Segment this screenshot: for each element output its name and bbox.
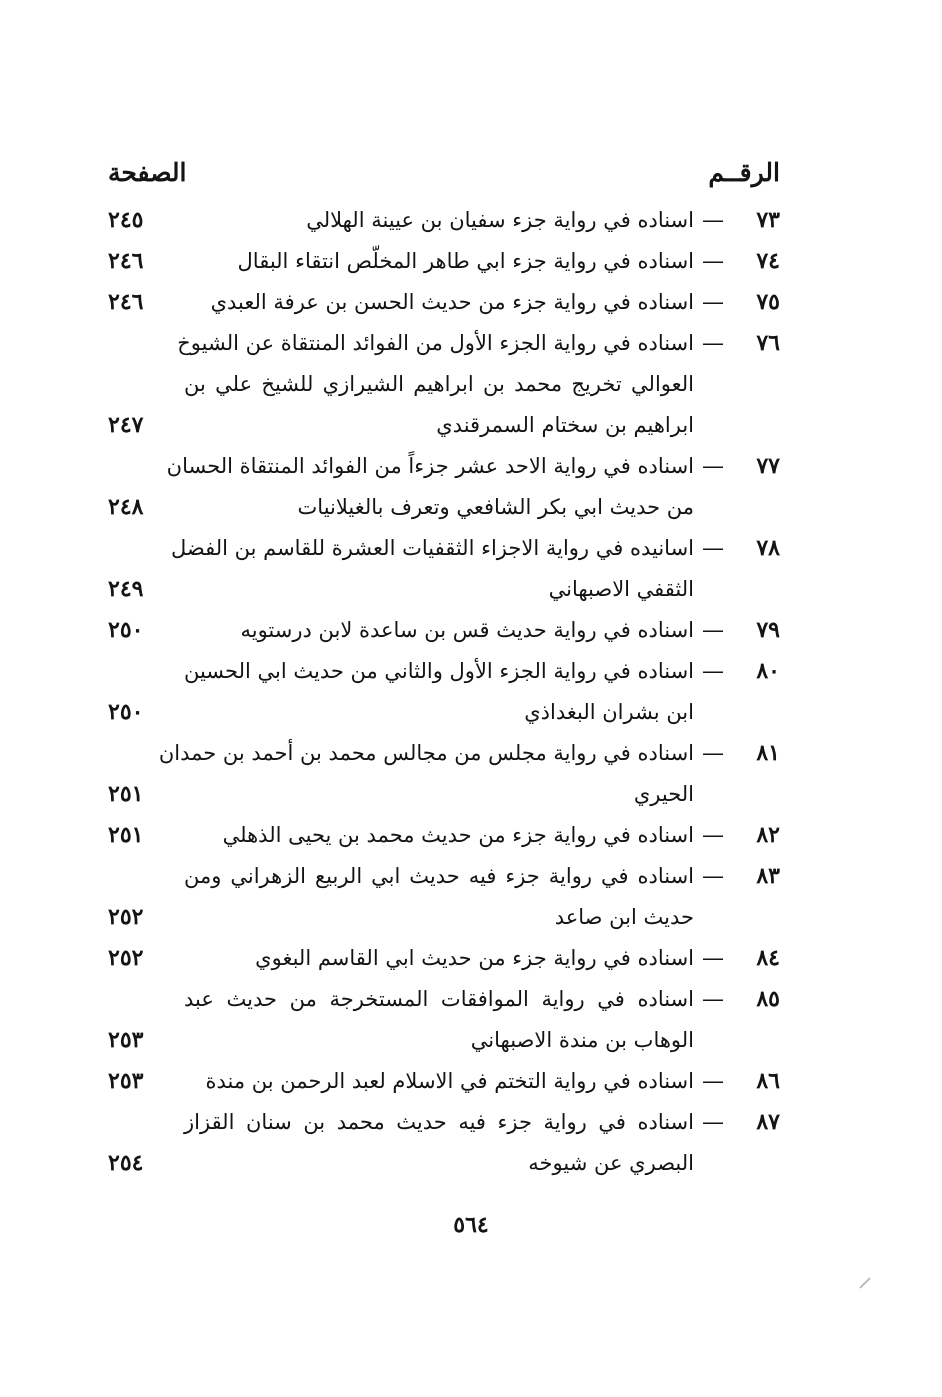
entry-dash: — (702, 946, 724, 971)
entry-title-line: اسناده في رواية مجلس من مجالس محمد بن أحمد بن حمدان (158, 741, 694, 765)
entry-title (166, 446, 694, 528)
pencil-mark (859, 1277, 870, 1288)
index-entry (108, 733, 780, 815)
entry-title (184, 241, 694, 282)
entry-page-number: ٢٥٠ (108, 617, 144, 643)
entry-page-number: ٢٥٣ (108, 1068, 144, 1094)
entry-title (158, 733, 694, 815)
entry-number: ٧٥ (756, 289, 780, 315)
entry-title-line: اسناده في رواية جزء سفيان بن عيينة الهلالي (306, 208, 694, 232)
entry-title-line: اسناده في رواية التختم في الاسلام لعبد الرحمن بن مندة (205, 1069, 694, 1093)
entry-page-number: ٢٤٥ (108, 207, 144, 233)
column-header (108, 158, 780, 198)
entry-title (184, 856, 694, 938)
entry-dash: — (702, 536, 724, 561)
entry-number: ٧٨ (756, 535, 780, 561)
index-entry (108, 241, 780, 282)
entry-number: ٧٩ (756, 617, 780, 643)
entry-dash: — (702, 741, 724, 766)
entry-title-line: اسناده في رواية حديث قس بن ساعدة لابن درستويه (240, 618, 694, 642)
entry-title (184, 979, 694, 1061)
index-entries (108, 200, 780, 1184)
entry-number: ٨٦ (756, 1068, 780, 1094)
entry-dash: — (702, 864, 724, 889)
index-entry (108, 651, 780, 733)
entry-title-line: اسناده في رواية الجزء الأول من الفوائد المنتقاة عن الشيوخ (177, 331, 694, 355)
entry-dash: — (702, 1069, 724, 1094)
entry-page-number: ٢٥٠ (108, 699, 144, 725)
entry-number: ٨١ (756, 740, 780, 766)
entry-title-line: اسناده في رواية جزء من حديث محمد بن يحيى الذهلي (222, 823, 694, 847)
entry-page-number: ٢٥٤ (108, 1150, 144, 1176)
entry-title-line: العوالي تخريج محمد بن ابراهيم الشيرازي للشيخ علي بن (184, 372, 694, 396)
entry-number: ٨٥ (756, 986, 780, 1012)
entry-dash: — (702, 618, 724, 643)
entry-title (184, 282, 694, 323)
index-entry (108, 610, 780, 651)
entry-title (184, 651, 694, 733)
index-entry (108, 446, 780, 528)
entry-number: ٧٧ (756, 453, 780, 479)
entry-page-number: ٢٥٢ (108, 904, 144, 930)
entry-number: ٨٧ (756, 1109, 780, 1135)
index-entry (108, 856, 780, 938)
entry-title (184, 1102, 694, 1184)
entry-number: ٧٦ (756, 330, 780, 356)
entry-page-number: ٢٥٣ (108, 1027, 144, 1053)
entry-title (184, 1061, 694, 1102)
entry-title-line: الحيري (633, 782, 694, 806)
entry-dash: — (702, 331, 724, 356)
index-entry (108, 938, 780, 979)
entry-number: ٨٤ (756, 945, 780, 971)
entry-title (177, 323, 694, 446)
entry-title-line: اسناده في رواية جزء فيه حديث محمد بن سنان القزاز (184, 1110, 694, 1134)
entry-number: ٨٣ (756, 863, 780, 889)
entry-title-line: ابراهيم بن سختام السمرقندي (436, 413, 694, 437)
entry-dash: — (702, 823, 724, 848)
entry-title-line: الثقفي الاصبهاني (548, 577, 694, 601)
page-number: ٥٦٤ (453, 1212, 489, 1238)
entry-page-number: ٢٥١ (108, 822, 144, 848)
entry-dash: — (702, 290, 724, 315)
page-column-label: الصفحة (108, 158, 187, 187)
entry-title (184, 815, 694, 856)
entry-dash: — (702, 659, 724, 684)
index-entry (108, 323, 780, 446)
entry-page-number: ٢٤٧ (108, 412, 144, 438)
index-entry (108, 815, 780, 856)
entry-title-line: اسناده في رواية جزء فيه حديث ابي الربيع الزهراني ومن (184, 864, 694, 888)
entry-page-number: ٢٤٨ (108, 494, 144, 520)
entry-title-line: اسناده في رواية الموافقات المستخرجة من حديث عبد (184, 987, 694, 1011)
entry-title-line: البصري عن شيوخه (528, 1151, 694, 1175)
entry-title-line: اسناده في رواية جزء ابي طاهر المخلّص انتقاء البقال (237, 249, 694, 273)
entry-page-number: ٢٤٩ (108, 576, 144, 602)
entry-number: ٨٠ (756, 658, 780, 684)
entry-title-line: اسناده في رواية جزء من حديث ابي القاسم البغوي (255, 946, 694, 970)
number-column-label: الرقــم (708, 158, 780, 187)
entry-dash: — (702, 249, 724, 274)
entry-title-line: اسناده في رواية جزء من حديث الحسن بن عرفة العبدي (210, 290, 694, 314)
entry-page-number: ٢٤٦ (108, 248, 144, 274)
entry-title (184, 938, 694, 979)
index-entry (108, 282, 780, 323)
entry-number: ٧٣ (756, 207, 780, 233)
entry-title-line: الوهاب بن مندة الاصبهاني (470, 1028, 694, 1052)
entry-title (170, 528, 694, 610)
entry-number: ٧٤ (756, 248, 780, 274)
entry-title-line: ابن بشران البغداذي (524, 700, 694, 724)
entry-dash: — (702, 1110, 724, 1135)
index-entry (108, 979, 780, 1061)
index-entry (108, 200, 780, 241)
entry-title-line: اسانيده في رواية الاجزاء الثقفيات العشرة للقاسم بن الفضل (170, 536, 694, 560)
entry-dash: — (702, 987, 724, 1012)
index-entry (108, 1061, 780, 1102)
entry-page-number: ٢٥٢ (108, 945, 144, 971)
entry-page-number: ٢٥١ (108, 781, 144, 807)
entry-dash: — (702, 454, 724, 479)
index-entry (108, 1102, 780, 1184)
entry-number: ٨٢ (756, 822, 780, 848)
entry-title-line: حديث ابن صاعد (554, 905, 694, 929)
entry-title (184, 200, 694, 241)
index-entry (108, 528, 780, 610)
entry-dash: — (702, 208, 724, 233)
entry-title-line: من حديث ابي بكر الشافعي وتعرف بالغيلانيات (297, 495, 694, 519)
entry-page-number: ٢٤٦ (108, 289, 144, 315)
entry-title-line: اسناده في رواية الجزء الأول والثاني من حديث ابي الحسين (183, 659, 694, 683)
entry-title-line: اسناده في رواية الاحد عشر جزءاً من الفوائد المنتقاة الحسان (166, 454, 694, 478)
entry-title (184, 610, 694, 651)
